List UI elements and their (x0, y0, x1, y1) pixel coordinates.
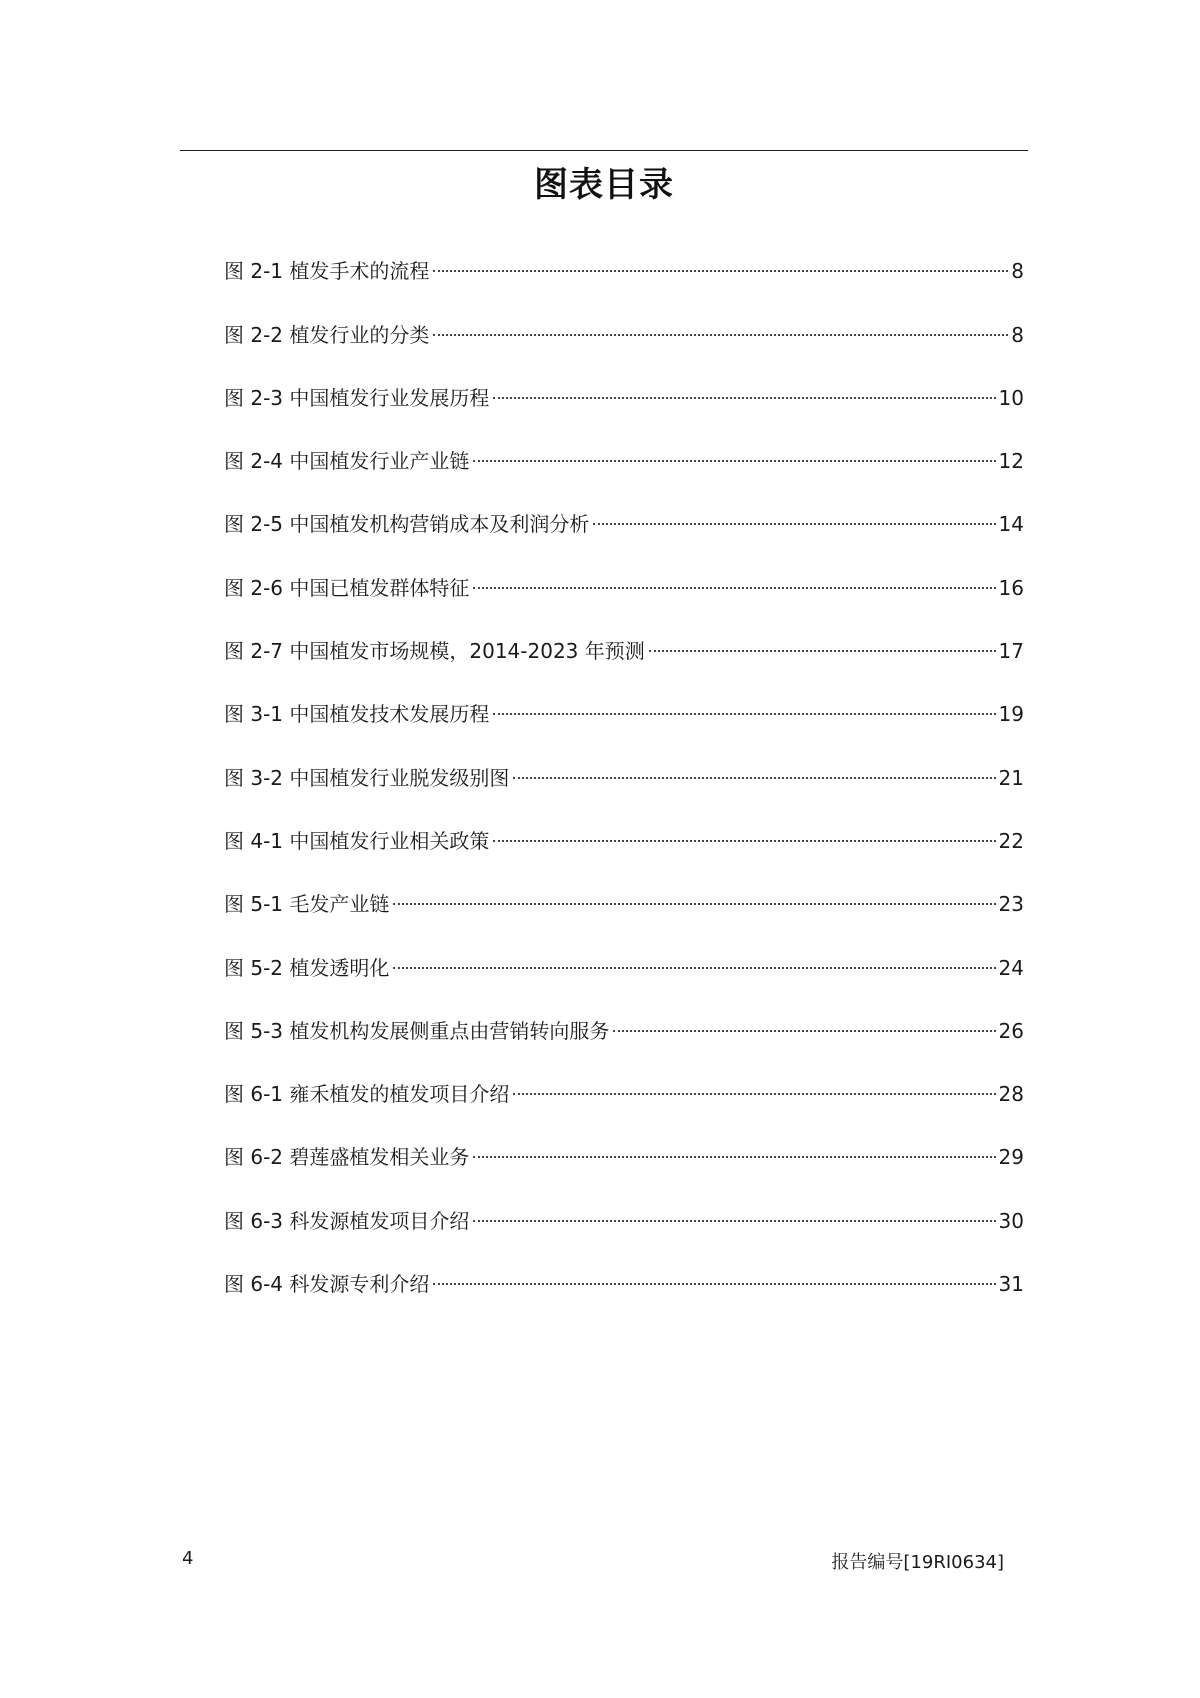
toc-entry-label: 图 2-1 植发手术的流程 (224, 259, 430, 284)
dot-leader (649, 650, 996, 652)
toc-entry-label: 图 3-2 中国植发行业脱发级别图 (224, 765, 510, 790)
toc-entry-label: 图 2-3 中国植发行业发展历程 (224, 385, 490, 410)
footer-page-number: 4 (182, 1548, 194, 1569)
toc-entry[interactable] (224, 861, 1024, 924)
dot-leader (493, 713, 995, 715)
dot-leader (493, 397, 995, 399)
toc-entry[interactable] (224, 734, 1024, 797)
toc-entry-page: 26 (998, 1018, 1024, 1043)
toc-entry-label: 图 2-2 植发行业的分类 (224, 322, 430, 347)
dot-leader (433, 1283, 995, 1285)
toc-entry-page: 12 (998, 449, 1024, 474)
toc-entry-row (224, 694, 1024, 734)
toc-entry-row (224, 1074, 1024, 1114)
toc-entry-page: 17 (998, 639, 1024, 664)
toc-entry-page: 29 (998, 1145, 1024, 1170)
header-rule (180, 150, 1028, 151)
toc-entry-row (224, 1264, 1024, 1304)
toc-entry-page: 16 (998, 575, 1024, 600)
dot-leader (433, 334, 1008, 336)
toc-entry[interactable] (224, 924, 1024, 987)
toc-entry-page: 8 (1011, 322, 1024, 347)
toc-entry-row (224, 315, 1024, 355)
page-title: 图表目录 (534, 165, 674, 205)
toc-entry[interactable] (224, 1241, 1024, 1304)
toc-entry-row (224, 758, 1024, 798)
toc-entry-row (224, 1201, 1024, 1241)
dot-leader (393, 903, 995, 905)
toc-entry-row (224, 378, 1024, 418)
toc-entry-row (224, 631, 1024, 671)
dot-leader (593, 523, 995, 525)
toc-entry-page: 28 (998, 1082, 1024, 1107)
toc-entry-label: 图 2-6 中国已植发群体特征 (224, 575, 470, 600)
toc-entry-row (224, 251, 1024, 291)
toc-entry[interactable] (224, 1177, 1024, 1240)
dot-leader (473, 587, 995, 589)
toc-entry-row (224, 884, 1024, 924)
toc-entry-label: 图 5-1 毛发产业链 (224, 892, 390, 917)
toc-entry[interactable] (224, 544, 1024, 607)
dot-leader (493, 840, 995, 842)
toc-entry-row (224, 821, 1024, 861)
toc-entry-label: 图 5-3 植发机构发展侧重点由营销转向服务 (224, 1018, 610, 1043)
toc-entry-row (224, 441, 1024, 481)
toc-entry[interactable] (224, 608, 1024, 671)
toc-entry[interactable] (224, 355, 1024, 418)
toc-entry-label: 图 2-4 中国植发行业产业链 (224, 449, 470, 474)
toc-entry[interactable] (224, 1051, 1024, 1114)
toc-entry-page: 21 (998, 765, 1024, 790)
toc-entry-label: 图 6-1 雍禾植发的植发项目介绍 (224, 1082, 510, 1107)
toc-list (224, 228, 1024, 1304)
toc-entry[interactable] (224, 798, 1024, 861)
toc-entry-page: 14 (998, 512, 1024, 537)
dot-leader (393, 967, 995, 969)
toc-entry-label: 图 6-2 碧莲盛植发相关业务 (224, 1145, 470, 1170)
toc-entry-row (224, 568, 1024, 608)
toc-entry-page: 19 (998, 702, 1024, 727)
toc-entry-row (224, 504, 1024, 544)
dot-leader (513, 1093, 995, 1095)
toc-entry[interactable] (224, 418, 1024, 481)
toc-entry-page: 10 (998, 385, 1024, 410)
toc-entry[interactable] (224, 228, 1024, 291)
toc-entry-label: 图 6-3 科发源植发项目介绍 (224, 1208, 470, 1233)
toc-entry-page: 8 (1011, 259, 1024, 284)
toc-entry-page: 30 (998, 1208, 1024, 1233)
toc-entry-page: 23 (998, 892, 1024, 917)
toc-entry-label: 图 4-1 中国植发行业相关政策 (224, 828, 490, 853)
dot-leader (613, 1030, 995, 1032)
dot-leader (473, 1156, 995, 1158)
toc-entry[interactable] (224, 988, 1024, 1051)
toc-entry[interactable] (224, 1114, 1024, 1177)
toc-entry-label: 图 2-5 中国植发机构营销成本及利润分析 (224, 512, 590, 537)
toc-entry-row (224, 1137, 1024, 1177)
toc-entry[interactable] (224, 481, 1024, 544)
toc-entry-page: 24 (998, 955, 1024, 980)
dot-leader (473, 460, 995, 462)
toc-entry-label: 图 3-1 中国植发技术发展历程 (224, 702, 490, 727)
dot-leader (513, 777, 995, 779)
toc-entry-label: 图 5-2 植发透明化 (224, 955, 390, 980)
toc-entry-row (224, 948, 1024, 988)
toc-entry-row (224, 1011, 1024, 1051)
toc-entry-label: 图 2-7 中国植发市场规模，2014-2023 年预测 (224, 639, 645, 664)
toc-entry[interactable] (224, 291, 1024, 354)
toc-entry-page: 31 (998, 1272, 1024, 1297)
footer-report-id: 报告编号[19RI0634] (831, 1552, 1004, 1573)
toc-entry-label: 图 6-4 科发源专利介绍 (224, 1272, 430, 1297)
dot-leader (433, 270, 1008, 272)
toc-entry-page: 22 (998, 828, 1024, 853)
dot-leader (473, 1220, 995, 1222)
toc-entry[interactable] (224, 671, 1024, 734)
